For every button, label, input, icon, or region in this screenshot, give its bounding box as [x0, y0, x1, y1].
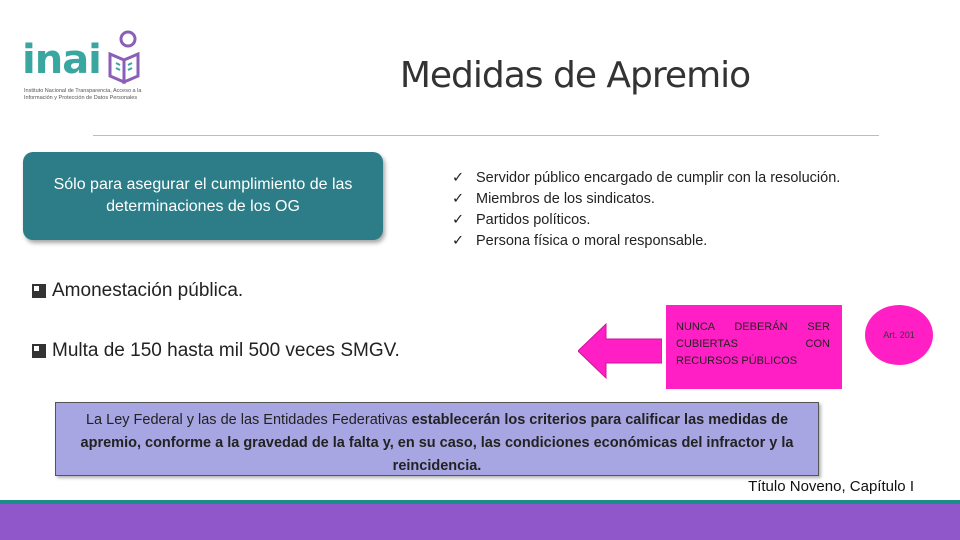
- measure-item: [32, 280, 243, 302]
- footer-band: [0, 500, 960, 540]
- inai-logo: [22, 30, 172, 110]
- subjects-checklist: [452, 168, 840, 252]
- list-item: ✓ Persona física o moral responsable.: [452, 231, 840, 252]
- logo-wordmark: inai: [22, 37, 101, 83]
- warning-box: [666, 305, 842, 389]
- measure-label: Amonestación pública.: [52, 280, 244, 301]
- check-icon: ✓: [452, 170, 465, 186]
- footer-accent-line: [0, 500, 960, 504]
- list-item: ✓ Partidos políticos.: [452, 210, 840, 231]
- square-bullet-icon: [32, 344, 46, 358]
- article-badge: Art. 201: [865, 305, 933, 365]
- slide-title: Medidas de Apremio: [399, 55, 751, 96]
- check-icon: ✓: [452, 233, 465, 249]
- left-arrow-icon: [578, 322, 662, 380]
- warning-text-end: RECURSOS PÚBLICOS: [676, 355, 798, 367]
- purpose-callout: Sólo para asegurar el cumplimiento de las determinaciones de los OG: [23, 152, 383, 240]
- check-icon: ✓: [452, 191, 465, 207]
- person-book-icon: [102, 30, 146, 86]
- chapter-reference: Título Noveno, Capítulo I: [748, 478, 914, 495]
- warning-text: NUNCA DEBERÁN SER CUBIERTAS CON: [676, 321, 830, 350]
- list-item: ✓ Servidor público encargado de cumplir con la resolución.: [452, 168, 840, 189]
- list-item: ✓ Miembros de los sindicatos.: [452, 189, 840, 210]
- check-icon: ✓: [452, 212, 465, 228]
- measure-item: [32, 340, 400, 362]
- law-text: La Ley Federal y las de las Entidades Federativas: [85, 412, 408, 428]
- measure-label: Multa de 150 hasta mil 500 veces SMGV.: [52, 340, 400, 361]
- title-divider: [93, 135, 879, 136]
- law-note: [55, 402, 819, 476]
- law-text-emphasis: establecerán los criterios para calificar las medidas de apremio, conforme a la gravedad de la falta y, en su caso, las condiciones económicas del infractor y la reincidencia.: [80, 412, 794, 474]
- logo-tagline: Instituto Nacional de Transparencia, Acceso a la Información y Protección de Datos Personales: [24, 88, 142, 101]
- square-bullet-icon: [32, 284, 46, 298]
